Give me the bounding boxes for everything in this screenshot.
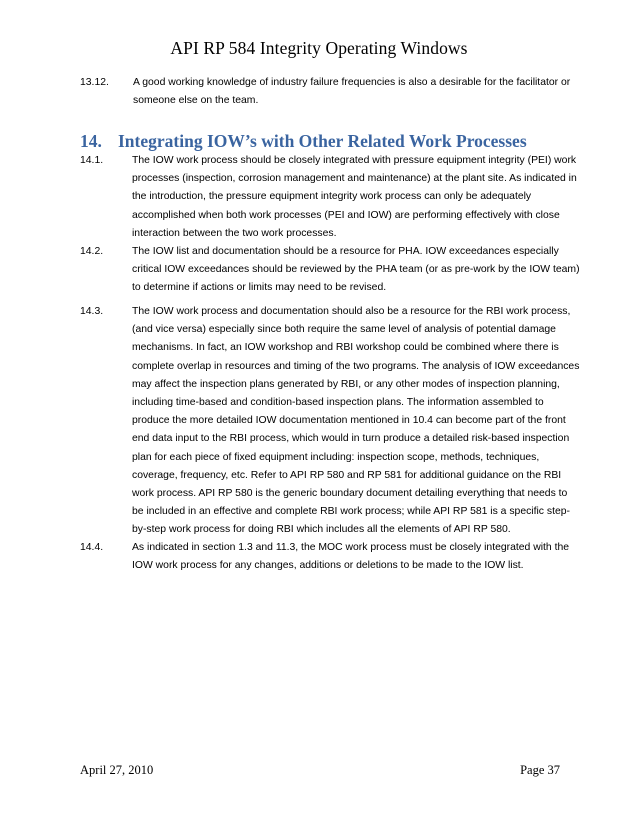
- footer-date: April 27, 2010: [80, 763, 154, 777]
- paragraph-14-2: [80, 243, 580, 298]
- paragraph-text: A good working knowledge of industry failure frequencies is also a desirable for the facilitator or someone else on the team.: [133, 77, 571, 107]
- paragraph-number: 14.4.: [80, 542, 104, 553]
- section-title: Integrating IOW’s with Other Related Work Processes: [118, 131, 527, 151]
- paragraph-text: As indicated in section 1.3 and 11.3, the MOC work process must be closely integrated with the IOW work process for any changes, additions or deletions to be made to the IOW list.: [132, 542, 570, 572]
- footer-page-number: Page 37: [520, 763, 560, 777]
- paragraph-14-4: [80, 539, 580, 575]
- paragraph-number: 14.1.: [80, 155, 104, 166]
- paragraph-number: 13.12.: [80, 77, 109, 88]
- paragraph-number: 14.2.: [80, 246, 104, 257]
- paragraph-number: 14.3.: [80, 306, 104, 317]
- paragraph-text: The IOW work process should be closely integrated with pressure equipment integrity (PEI) work processes (inspection, corrosion management and maintenance) at the plant site. As indicated in the introduction, the pressure equipment integrity work process can only be adequately accomplished when both work processes (PEI and IOW) are performing effectively with close interaction between the two work processes.: [132, 155, 577, 239]
- paragraph-13-12: [80, 74, 580, 110]
- paragraph-text: The IOW list and documentation should be a resource for PHA. IOW exceedances especially critical IOW exceedances should be reviewed by the PHA team (or as pre-work by the IOW team) to determine if actions or limits may need to be revised.: [132, 246, 580, 294]
- document-header-title: API RP 584 Integrity Operating Windows: [170, 38, 468, 58]
- section-number: 14.: [80, 131, 102, 151]
- paragraph-14-3: [80, 303, 580, 540]
- paragraph-14-1: [80, 152, 580, 243]
- paragraph-text: The IOW work process and documentation should also be a resource for the RBI work process, (and vice versa) especially since both require the same level of analysis of potential damage mechanisms. In fact, an IOW workshop and RBI workshop could be combined where there is complete overlap in resources and timing of the two programs. The analysis of IOW exceedances may affect the inspection plans generated by RBI, or any other modes of inspection planning, including time-based and condition-based inspection plans. The information assembled to produce the more detailed IOW documentation mentioned in 10.4 can become part of the front end data input to the RBI process, which would in turn produce a detailed risk-based inspection plan for each piece of fixed equipment including: inspection scope, methods, techniques, coverage, frequency, etc. Refer to API RP 580 and RP 581 for additional guidance on the RBI work process. API RP 580 is the generic boundary document detailing everything that needs to be included in an effective and complete RBI work process; while API RP 581 is a specific step-by-step work process for doing RBI which includes all the elements of API RP 580.: [132, 306, 580, 536]
